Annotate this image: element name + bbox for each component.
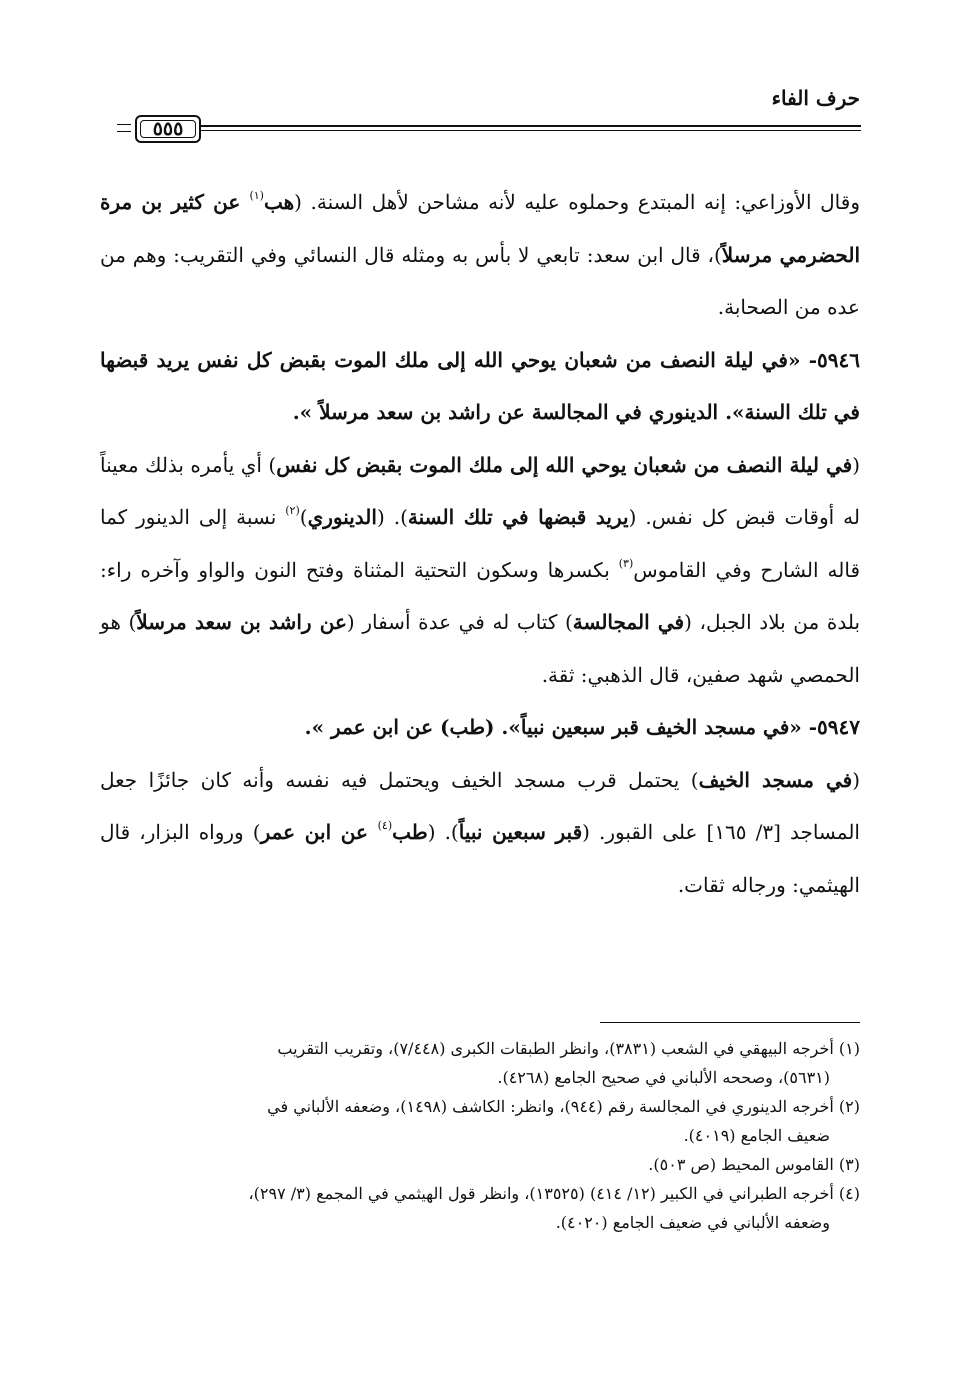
page-number: [135, 115, 201, 143]
text-run: ) كتاب له في عدة أسفار (: [346, 610, 573, 634]
footnote-separator: [600, 1022, 860, 1023]
page-number-label: ٥٥٥: [152, 118, 184, 140]
footnote-1: (١) أخرجه البيهقي في الشعب (٣٨٣١)، وانظر الطبقات الكبرى (٧/٤٤٨)، وتقريب التقريب: [277, 1039, 860, 1058]
text-run: ) يحتمل قرب مسجد الخيف ويحتمل فيه نفسه وأنه كان جائزًا جعل المساجد [٣/ ١٦٥] على القبور. (: [100, 767, 860, 844]
text-run: ). (: [427, 820, 459, 844]
hadith-number: ٥٩٤٦-: [800, 347, 861, 372]
chapter-title: حرف الفاء: [771, 86, 860, 110]
bold-run: قبر سبعين نبياً: [458, 820, 583, 844]
hadith-5946: [100, 334, 860, 439]
footnote-4: (٤) أخرجه الطبراني في الكبير (١٢/ ٤١٤) (١٣٥٢٥)، وانظر قول الهيثمي في المجمع (٣/ ٢٩٧)،: [248, 1184, 860, 1203]
text-run: نسبة إلى الدينور كما قاله الشارح وفي القاموس: [100, 505, 861, 582]
text-run: وقال الأوزاعي: إنه المبتدع وحملوه عليه لأنه مشاحن لأهل السنة. (: [294, 190, 860, 214]
text-run: ) أي يأمره بذلك معيناً له أوقات قبض كل نفس. (: [100, 452, 860, 529]
hadith-text: «في مسجد الخيف قبر سبعين نبياً». (طب) عن ابن عمر ».: [304, 715, 802, 739]
text-run: ): [299, 505, 308, 529]
text-run: (: [852, 452, 861, 477]
paragraph-commentary-3: [100, 754, 860, 912]
paragraph-commentary-1: [100, 176, 860, 334]
footnotes: [100, 1034, 860, 1237]
header-rule-line-thin: [200, 130, 861, 131]
text-run: (: [852, 767, 860, 792]
header-ornament: [117, 124, 131, 132]
header-rule: [115, 115, 861, 145]
hadith-number: ٥٩٤٧-: [801, 715, 860, 739]
bold-run: عن كثير بن مرة الحضرمي مرسلاً: [100, 190, 860, 267]
bold-run: الدينوري: [307, 505, 377, 529]
paragraph-commentary-2: [100, 439, 860, 702]
text-run: )، قال ابن سعد: تابعي لا بأس به ومثله قال النسائي وفي التقريب: وهم من عده من الصحابة.: [100, 242, 860, 319]
footnote-ref-3[interactable]: (٣): [618, 556, 634, 570]
footnote-4-continued: وضعفه الألباني في ضعيف الجامع (٤٠٢٠).: [555, 1213, 830, 1232]
hadith-text: «في ليلة النصف من شعبان يوحي الله إلى ملك الموت بقبض كل نفس يريد قبضها في تلك السنة». الدينوري في المجالسة عن راشد بن سعد مرسلاً ».: [100, 347, 860, 424]
footnote-ref-4[interactable]: (٤): [377, 819, 393, 833]
source-abbrev: هب: [263, 190, 295, 214]
footnote-3: (٣) القاموس المحيط (ص ٥٠٣).: [648, 1155, 860, 1174]
footnote-ref-1[interactable]: (١): [249, 189, 264, 203]
bold-run: في ليلة النصف من شعبان يوحي الله إلى ملك الموت بقبض كل نفس: [276, 452, 853, 477]
footnote-1-continued: (٥٦٣١)، وصححه الألباني في صحيح الجامع (٤٢٦٨).: [497, 1068, 830, 1087]
header-rule-line: [200, 125, 861, 127]
bold-run: يريد قبضها في تلك السنة: [407, 505, 629, 529]
text-run: ) هو الحمصي شهد صفين، قال الذهبي: ثقة.: [100, 610, 860, 687]
source-abbrev: طب: [392, 820, 428, 844]
footnote-2: (٢) أخرجه الدينوري في المجالسة رقم (٩٤٤)، وانظر: الكاشف (١٤٩٨)، وضعفه الألباني في: [267, 1097, 860, 1116]
bold-run: عن ابن عمر: [260, 820, 378, 844]
footnote-ref-2[interactable]: (٢): [285, 504, 300, 518]
text-run: ) ورواه البزار، قال الهيثمي: ورجاله ثقات.: [100, 820, 860, 897]
bold-run: في مسجد الخيف: [698, 767, 853, 792]
text-run: ). (: [376, 505, 408, 529]
text-run: بكسرها وسكون التحتية المثناة وفتح النون والواو وآخره راء: بلدة من بلاد الجبل، (: [100, 557, 861, 634]
hadith-5947: [100, 701, 860, 754]
bold-run: عن راشد بن سعد مرسلاً: [136, 610, 347, 634]
footnote-2-continued: ضعيف الجامع (٤٠١٩).: [683, 1126, 830, 1145]
main-text: [100, 176, 860, 911]
bold-run: في المجالسة: [572, 610, 685, 634]
